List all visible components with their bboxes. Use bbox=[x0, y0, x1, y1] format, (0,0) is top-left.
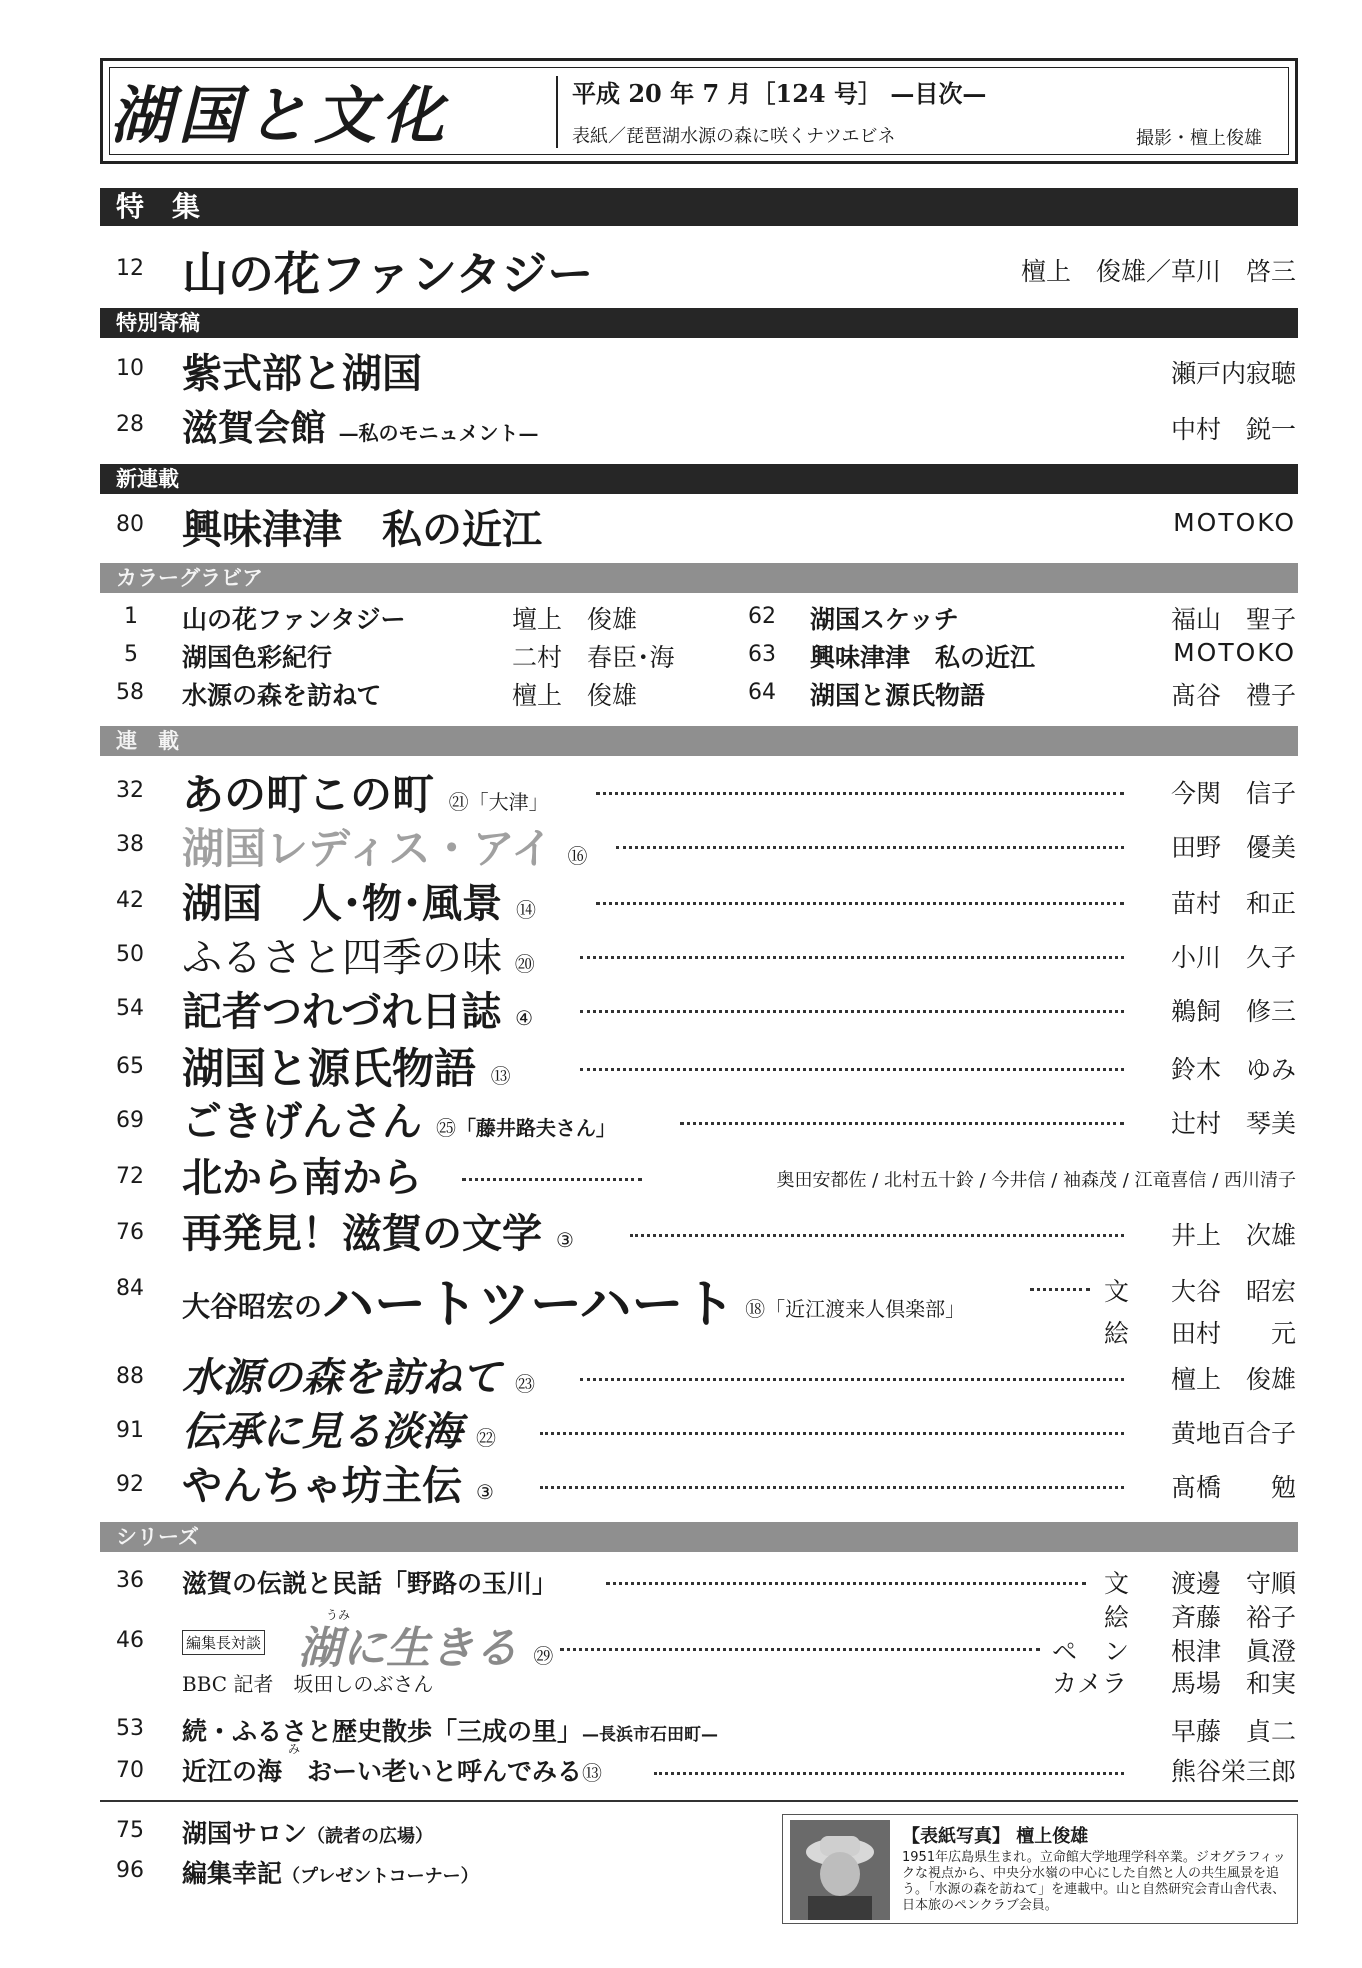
section-special: 特別寄稿 bbox=[100, 308, 1298, 338]
toc-author: 檀上 俊雄 bbox=[512, 681, 638, 710]
page-number: 84 bbox=[116, 1276, 144, 1301]
page-number: 12 bbox=[116, 256, 144, 281]
page-number: 54 bbox=[116, 996, 144, 1021]
toc-author: 鈴木 ゆみ bbox=[1170, 1055, 1296, 1084]
toc-title[interactable]: 湖国スケッチ bbox=[810, 605, 959, 634]
toc-title[interactable]: 湖国 人･物･風景 ⑭ bbox=[182, 880, 536, 927]
toc-title[interactable]: 北から南から bbox=[182, 1154, 422, 1201]
cover-bio-heading: 【表紙写真】 檀上俊雄 bbox=[902, 1826, 1089, 1847]
toc-author: 髙谷 禮子 bbox=[1170, 681, 1296, 710]
author-role: 文 bbox=[1104, 1569, 1130, 1598]
toc-author: 黄地百合子 bbox=[1170, 1419, 1296, 1448]
toc-author: 根津 眞澄 bbox=[1170, 1637, 1296, 1666]
toc-author: MOTOKO bbox=[1173, 508, 1296, 537]
page-number: 1 bbox=[124, 604, 138, 629]
page-number: 70 bbox=[116, 1758, 144, 1783]
cover-caption: 表紙／琵琶湖水源の森に咲くナツエビネ bbox=[572, 126, 896, 147]
toc-author: 鵜飼 修三 bbox=[1170, 997, 1296, 1026]
toc-title[interactable]: 山の花ファンタジー bbox=[182, 605, 406, 634]
leader-dots bbox=[540, 1486, 1124, 1489]
author-role: 絵 bbox=[1104, 1603, 1130, 1632]
toc-title[interactable]: ふるさと四季の味 ⑳ bbox=[182, 935, 535, 981]
page-number: 10 bbox=[116, 356, 144, 381]
toc-author: 辻村 琴美 bbox=[1170, 1109, 1296, 1138]
page-number: 80 bbox=[116, 512, 144, 537]
leader-dots bbox=[540, 1432, 1124, 1435]
toc-author: 二村 春臣･海 bbox=[512, 643, 675, 672]
toc-title[interactable]: 水源の森を訪ねて ㉓ bbox=[182, 1354, 535, 1401]
toc-author: 壇上 俊雄 bbox=[512, 605, 638, 634]
page-number: 92 bbox=[116, 1472, 144, 1497]
toc-author: 早藤 貞二 bbox=[1170, 1717, 1296, 1746]
toc-author: 今関 信子 bbox=[1170, 779, 1296, 808]
page-number: 72 bbox=[116, 1164, 144, 1189]
leader-dots bbox=[630, 1234, 1124, 1237]
toc-title[interactable]: 山の花ファンタジー bbox=[182, 247, 594, 301]
toc-title[interactable]: 湖国と源氏物語 bbox=[810, 681, 986, 710]
page-number: 5 bbox=[124, 642, 138, 667]
toc-author: 馬場 和実 bbox=[1170, 1669, 1296, 1698]
page-number: 63 bbox=[748, 642, 776, 667]
page-number: 53 bbox=[116, 1716, 144, 1741]
author-role: 文 bbox=[1104, 1277, 1130, 1306]
toc-author: 田村 元 bbox=[1170, 1319, 1296, 1348]
section-new-series: 新連載 bbox=[100, 464, 1298, 494]
page-number: 28 bbox=[116, 412, 144, 437]
page-number: 36 bbox=[116, 1568, 144, 1593]
author-role: カメラ bbox=[1052, 1669, 1128, 1698]
section-series: シリーズ bbox=[100, 1522, 1298, 1552]
leader-dots bbox=[680, 1122, 1124, 1125]
toc-author: 中村 鋭一 bbox=[1170, 415, 1296, 444]
page-number: 64 bbox=[748, 680, 776, 705]
header-divider bbox=[556, 76, 558, 148]
toc-author: 斉藤 裕子 bbox=[1170, 1603, 1296, 1632]
page-number: 75 bbox=[116, 1818, 144, 1843]
toc-title[interactable]: 興味津津 私の近江 bbox=[810, 643, 1036, 672]
toc-title[interactable]: 続・ふるさと歴史散歩「三成の里」—長浜市石田町— bbox=[182, 1717, 719, 1746]
toc-title[interactable]: 再発見！滋賀の文学 ③ bbox=[182, 1210, 574, 1257]
toc-title[interactable]: 記者つれづれ日誌 ④ bbox=[182, 988, 534, 1035]
toc-author: 田野 優美 bbox=[1170, 833, 1296, 862]
toc-subtitle: —私のモニュメント— bbox=[338, 421, 539, 445]
author-role: 絵 bbox=[1104, 1319, 1130, 1348]
toc-title[interactable]: 興味津津 私の近江 bbox=[182, 506, 542, 553]
toc-author: 井上 次雄 bbox=[1170, 1221, 1296, 1250]
toc-author: 奥田安都佐 / 北村五十鈴 / 今井信 / 袖森茂 / 江竜喜信 / 西川清子 bbox=[776, 1170, 1296, 1191]
toc-author: 髙橋 勉 bbox=[1170, 1473, 1296, 1502]
toc-author: 渡邊 守順 bbox=[1170, 1569, 1296, 1598]
leader-dots bbox=[580, 956, 1124, 959]
page-number: 50 bbox=[116, 942, 144, 967]
toc-title[interactable]: 湖に生きる ㉙ bbox=[298, 1623, 554, 1674]
footer-divider bbox=[100, 1800, 1298, 1802]
toc-title[interactable]: 大谷昭宏のハートツーハート ⑱「近江渡来人倶楽部」 bbox=[182, 1275, 966, 1335]
toc-title[interactable]: 湖国色彩紀行 bbox=[182, 643, 333, 672]
toc-author: 小川 久子 bbox=[1170, 943, 1296, 972]
issue-info: 平成 20 年 7 月［124 号］ —目次— bbox=[572, 79, 987, 108]
page-number: 96 bbox=[116, 1858, 144, 1883]
leader-dots bbox=[616, 846, 1124, 849]
page-number: 69 bbox=[116, 1108, 144, 1133]
section-feature: 特 集 bbox=[100, 188, 1298, 226]
page-number: 46 bbox=[116, 1628, 144, 1653]
toc-author: 苗村 和正 bbox=[1170, 889, 1296, 918]
photographer-photo bbox=[790, 1820, 890, 1920]
leader-dots bbox=[596, 792, 1124, 795]
page-number: 58 bbox=[116, 680, 144, 705]
toc-title[interactable]: ごきげんさん ㉕「藤井路夫さん」 bbox=[182, 1099, 616, 1145]
page-number: 76 bbox=[116, 1220, 144, 1245]
ruby-text: み bbox=[288, 1742, 301, 1756]
toc-title[interactable]: やんちゃ坊主伝 ③ bbox=[182, 1463, 494, 1509]
toc-author: 檀上 俊雄 bbox=[1170, 1365, 1296, 1394]
toc-author: 檀上 俊雄／草川 啓三 bbox=[1020, 257, 1296, 286]
page-number: 65 bbox=[116, 1054, 144, 1079]
leader-dots bbox=[606, 1582, 1086, 1585]
leader-dots bbox=[654, 1772, 1124, 1775]
author-role: ペ ン bbox=[1052, 1637, 1131, 1666]
photo-credit: 撮影・檀上俊雄 bbox=[1136, 128, 1262, 149]
toc-title[interactable]: 近江の海 おーい老いと呼んでみる⑬ bbox=[182, 1757, 603, 1786]
toc-title[interactable]: 編集幸記（プレゼントコーナー） bbox=[182, 1859, 479, 1888]
toc-title[interactable]: 紫式部と湖国 bbox=[182, 350, 422, 397]
toc-title[interactable]: 水源の森を訪ねて bbox=[182, 681, 382, 710]
page-number: 32 bbox=[116, 778, 144, 803]
toc-author: MOTOKO bbox=[1173, 638, 1296, 667]
cover-bio-text: 1951年広島県生まれ。立命館大学地理学科卒業。ジオグラフィックな視点から、中央分水嶺の中心にした自然と人の共生風景を追う。「水源の森を訪ねて」を連載中。山と自然研究会青山舎代表、日本旅のペンクラブ会員。 bbox=[902, 1850, 1286, 1913]
section-serial: 連 載 bbox=[100, 726, 1298, 756]
leader-dots bbox=[1030, 1288, 1090, 1291]
leader-dots bbox=[462, 1178, 642, 1181]
toc-author: 瀬戸内寂聴 bbox=[1170, 359, 1296, 388]
toc-title[interactable]: 湖国サロン（読者の広場） bbox=[182, 1819, 434, 1848]
ruby-text: うみ bbox=[326, 1608, 351, 1622]
leader-dots bbox=[580, 1068, 1124, 1071]
page-number: 88 bbox=[116, 1364, 144, 1389]
page-number: 62 bbox=[748, 604, 776, 629]
leader-dots bbox=[580, 1378, 1124, 1381]
toc-title[interactable]: 伝承に見る淡海 ㉒ bbox=[182, 1408, 496, 1455]
leader-dots bbox=[596, 902, 1124, 905]
interview-tag: 編集長対談 bbox=[182, 1630, 265, 1655]
leader-dots bbox=[580, 1010, 1124, 1013]
magazine-title: 湖国と文化 bbox=[109, 78, 450, 152]
page-number: 38 bbox=[116, 832, 144, 857]
toc-title[interactable]: 湖国レディス・アイ ⑯ bbox=[182, 824, 588, 873]
section-gravure: カラーグラビア bbox=[100, 563, 1298, 593]
toc-title[interactable]: 滋賀会館 —私のモニュメント— bbox=[182, 407, 539, 449]
toc-author: 福山 聖子 bbox=[1170, 605, 1296, 634]
toc-title[interactable]: 湖国と源氏物語 ⑬ bbox=[182, 1044, 511, 1093]
toc-title[interactable]: あの町この町 ㉑「大津」 bbox=[182, 770, 549, 819]
page-number: 91 bbox=[116, 1418, 144, 1443]
toc-author: 大谷 昭宏 bbox=[1170, 1277, 1296, 1306]
page-number: 42 bbox=[116, 888, 144, 913]
leader-dots bbox=[560, 1648, 1040, 1651]
toc-title[interactable]: 滋賀の伝説と民話「野路の玉川」 bbox=[182, 1569, 558, 1598]
interview-guest: BBC 記者 坂田しのぶさん bbox=[182, 1672, 434, 1696]
toc-author: 熊谷栄三郎 bbox=[1170, 1757, 1296, 1786]
